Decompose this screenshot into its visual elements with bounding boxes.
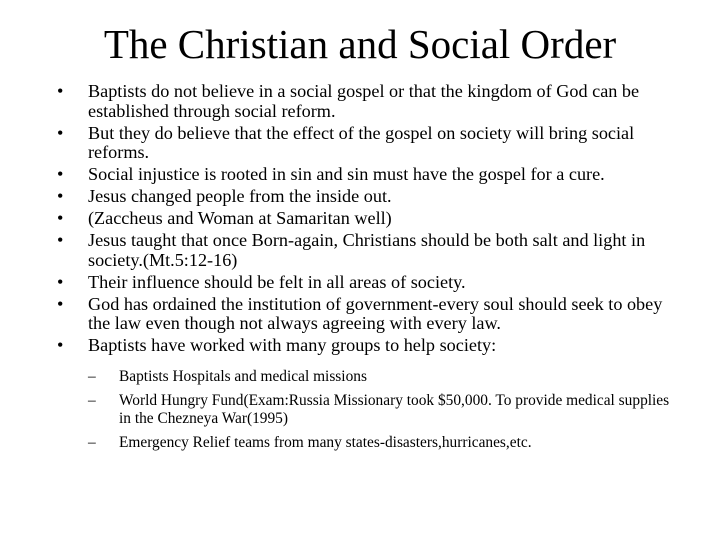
subbullet-text: Emergency Relief teams from many states-disasters,hurricanes,etc. (119, 434, 532, 452)
subbullet-item (88, 368, 677, 385)
bullet-item (57, 124, 677, 163)
bullet-list (57, 82, 677, 458)
bullet-marker: • (57, 271, 64, 292)
subbullet-text: World Hungry Fund(Exam:Russia Missionary took $50,000. To provide medical supplies in the Chezneya War(1995) (119, 392, 670, 427)
subbullet-item (88, 392, 677, 427)
bullet-text: Baptists do not believe in a social gospel or that the kingdom of God can be established through social reform. (88, 81, 640, 121)
bullet-text: Jesus taught that once Born-again, Christians should be both salt and light in society.(Mt.5:12-16) (88, 230, 646, 270)
bullet-text: But they do believe that the effect of the gospel on society will bring social reforms. (88, 122, 635, 163)
subbullet-text: Baptists Hospitals and medical missions (119, 367, 367, 385)
subbullet-list (88, 368, 677, 452)
bullet-item (57, 165, 677, 185)
bullet-item (57, 336, 677, 451)
bullet-text: (Zaccheus and Woman at Samaritan well) (88, 208, 392, 229)
subbullet-marker: – (88, 434, 96, 452)
bullet-item (57, 82, 677, 121)
slide-title: The Christian and Social Order (103, 21, 617, 67)
subbullet-marker: – (88, 367, 96, 385)
bullet-marker: • (57, 230, 64, 251)
bullet-text: Their influence should be felt in all areas of society. (88, 271, 466, 292)
bullet-text: Baptists have worked with many groups to help society: (88, 335, 497, 356)
subbullet-item (88, 434, 677, 451)
bullet-item (57, 273, 677, 293)
subbullet-marker: – (88, 392, 96, 410)
bullet-item (57, 231, 677, 270)
bullet-marker: • (57, 208, 64, 229)
bullet-item (57, 295, 677, 334)
bullet-item (57, 209, 677, 229)
bullet-marker: • (57, 122, 64, 143)
bullet-text: God has ordained the institution of government-every soul should seek to obey the law even though not always agreeing with every law. (88, 293, 663, 334)
bullet-marker: • (57, 293, 64, 314)
bullet-text: Social injustice is rooted in sin and sin must have the gospel for a cure. (88, 164, 605, 185)
bullet-marker: • (57, 164, 64, 185)
bullet-text: Jesus changed people from the inside out. (88, 186, 392, 207)
bullet-marker: • (57, 335, 64, 356)
bullet-item (57, 187, 677, 207)
bullet-marker: • (57, 186, 64, 207)
bullet-marker: • (57, 81, 64, 101)
